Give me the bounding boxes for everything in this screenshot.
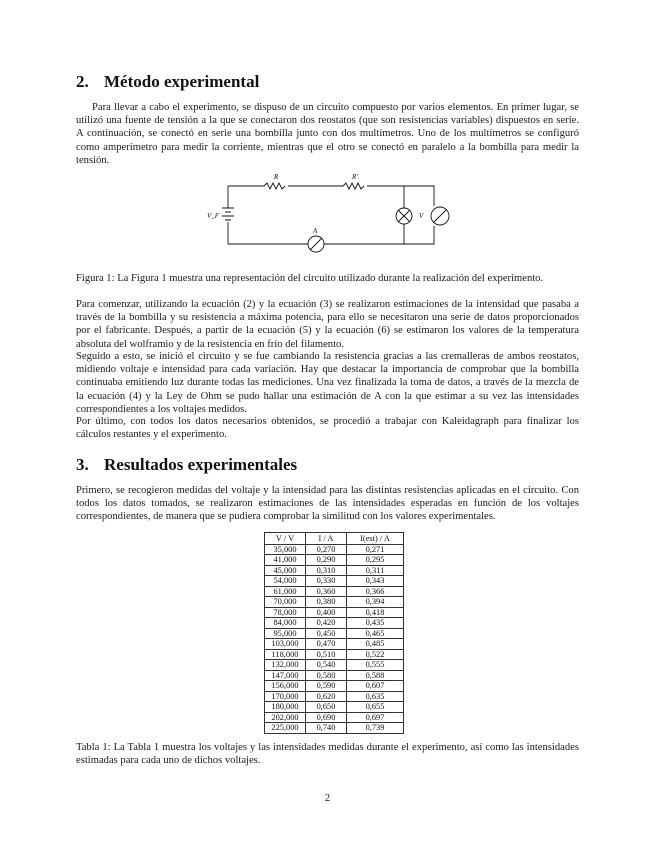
table-cell: 0,310 bbox=[306, 565, 347, 576]
table-cell: 84,000 bbox=[265, 618, 306, 629]
table-row bbox=[265, 565, 404, 576]
resistor-icon bbox=[343, 183, 364, 189]
table-row bbox=[265, 670, 404, 681]
column-header-voltage: V / V bbox=[265, 533, 306, 545]
method-paragraph: Para llevar a cabo el experimento, se dispuso de un circuito compuesto por varios elementos. En primer lugar, se utilizó una fuente de tensión a la que se conectaron dos reostatos (que son resistencias variables) dispuestos en serie. A continuación, se conectó en serie una bombilla junto con dos multímetros. Uno de los multímetros se configuró como amperímetro para medir la corriente, mientras que el otro se conectó en paralelo a la bombilla para medir la tensión. bbox=[76, 102, 579, 166]
column-header-current: I / A bbox=[306, 533, 347, 545]
table-cell: 103,000 bbox=[265, 639, 306, 650]
table-body bbox=[265, 544, 404, 733]
table-row bbox=[265, 586, 404, 597]
measurements-table bbox=[264, 532, 404, 734]
table-cell: 225,000 bbox=[265, 723, 306, 734]
table-row bbox=[265, 660, 404, 671]
table-cell: 0,485 bbox=[347, 639, 404, 650]
figure-1-caption: Figura 1: La Figura 1 muestra una representación del circuito utilizado durante la realización del experimento. bbox=[76, 273, 544, 284]
table-cell: 0,465 bbox=[347, 628, 404, 639]
table-cell: 0,650 bbox=[306, 702, 347, 713]
table-cell: 0,311 bbox=[347, 565, 404, 576]
table-row bbox=[265, 702, 404, 713]
table-cell: 0,635 bbox=[347, 691, 404, 702]
ammeter-label: A bbox=[313, 227, 318, 235]
table-cell: 35,000 bbox=[265, 544, 306, 555]
table-cell: 180,000 bbox=[265, 702, 306, 713]
resistor-r-prime-label: R' bbox=[352, 173, 358, 181]
results-paragraph: Primero, se recogieron medidas del voltaje y la intensidad para las distintas resistencias aplicadas en el circuito. Con todos los datos tomados, se realizaron estimaciones de las intensidades esperadas en función de los voltajes correspondientes, de manera que se pudiera comprobar la similitud con los valores experimentales. bbox=[76, 485, 579, 523]
table-row bbox=[265, 691, 404, 702]
section-2-title: Método experimental bbox=[104, 72, 260, 91]
table-cell: 0,522 bbox=[347, 649, 404, 660]
resistor-r-label: R bbox=[274, 173, 279, 181]
table-row bbox=[265, 723, 404, 734]
section-2-heading bbox=[76, 72, 259, 92]
resistor-icon bbox=[264, 183, 285, 189]
table-cell: 202,000 bbox=[265, 712, 306, 723]
table-cell: 0,620 bbox=[306, 691, 347, 702]
table-cell: 0,290 bbox=[306, 555, 347, 566]
table-cell: 45,000 bbox=[265, 565, 306, 576]
table-cell: 0,655 bbox=[347, 702, 404, 713]
table-1-caption: Tabla 1: La Tabla 1 muestra los voltajes y las intensidades medidas durante el experimento, así como las intensidades estimadas para cada uno de dichos voltajes. bbox=[76, 742, 579, 767]
table-row bbox=[265, 544, 404, 555]
table-cell: 0,418 bbox=[347, 607, 404, 618]
table-cell: 0,271 bbox=[347, 544, 404, 555]
table-row bbox=[265, 712, 404, 723]
battery-icon bbox=[222, 208, 234, 220]
table-cell: 0,380 bbox=[306, 597, 347, 608]
table-cell: 132,000 bbox=[265, 660, 306, 671]
table-cell: 147,000 bbox=[265, 670, 306, 681]
table-row bbox=[265, 649, 404, 660]
table-cell: 0,588 bbox=[347, 670, 404, 681]
table-cell: 0,420 bbox=[306, 618, 347, 629]
table-cell: 0,580 bbox=[306, 670, 347, 681]
table-cell: 118,000 bbox=[265, 649, 306, 660]
table-cell: 0,470 bbox=[306, 639, 347, 650]
body-paragraph-3: Por último, con todos los datos necesarios obtenidos, se procedió a trabajar con Kaleidagraph para finalizar los cálculos restantes y el experimento. bbox=[76, 416, 579, 441]
table-cell: 0,360 bbox=[306, 586, 347, 597]
table-cell: 0,366 bbox=[347, 586, 404, 597]
table-row bbox=[265, 576, 404, 587]
table-cell: 78,000 bbox=[265, 607, 306, 618]
table-row bbox=[265, 681, 404, 692]
table-cell: 61,000 bbox=[265, 586, 306, 597]
voltmeter-label: V bbox=[419, 212, 424, 220]
body-paragraph-1: Para comenzar, utilizando la ecuación (2) y la ecuación (3) se realizaron estimaciones de la intensidad que pasaba a través de la bombilla y su resistencia a máxima potencia, para ello se necesitaron una serie de datos proporcionados por el fabricante. Después, a partir de la ecuación (5) y la ecuación (6) se estimaron los valores de la temperatura absoluta del wolframio y de la resistencia en frío del filamento. bbox=[76, 299, 579, 350]
section-3-number: 3. bbox=[76, 455, 89, 474]
table-cell: 0,590 bbox=[306, 681, 347, 692]
table-cell: 0,450 bbox=[306, 628, 347, 639]
voltmeter-needle bbox=[434, 210, 446, 222]
table-cell: 0,343 bbox=[347, 576, 404, 587]
table-row bbox=[265, 607, 404, 618]
table-cell: 156,000 bbox=[265, 681, 306, 692]
table-cell: 0,540 bbox=[306, 660, 347, 671]
table-cell: 0,394 bbox=[347, 597, 404, 608]
column-header-estimated-current: I(est) / A bbox=[347, 533, 404, 545]
circuit-diagram bbox=[198, 172, 468, 254]
table-cell: 54,000 bbox=[265, 576, 306, 587]
table-cell: 0,270 bbox=[306, 544, 347, 555]
table-row bbox=[265, 555, 404, 566]
page-number: 2 bbox=[324, 793, 331, 804]
source-label: V_F bbox=[207, 212, 220, 220]
lamp-cross bbox=[399, 211, 410, 222]
body-paragraph-2: Seguido a esto, se inició el circuito y se fue cambiando la resistencia gracias a las cremalleras de ambos reostatos, midiendo voltaje e intensidad para cada variación. Hay que destacar la importancia de comprobar que la bombilla continuaba emitiendo luz durante todas las mediciones. Una vez finalizada la toma de datos, a través de la mezcla de la ecuación (4) y la Ley de Ohm se pudo hallar una estimación de A con la que estimar a su vez las intensidades correspondientes a los voltajes medidos. bbox=[76, 351, 579, 415]
table-cell: 0,295 bbox=[347, 555, 404, 566]
table-cell: 41,000 bbox=[265, 555, 306, 566]
table-cell: 0,400 bbox=[306, 607, 347, 618]
table-cell: 70,000 bbox=[265, 597, 306, 608]
table-cell: 0,330 bbox=[306, 576, 347, 587]
table-cell: 95,000 bbox=[265, 628, 306, 639]
table-row bbox=[265, 639, 404, 650]
table-row bbox=[265, 618, 404, 629]
section-3-title: Resultados experimentales bbox=[104, 455, 298, 474]
table-cell: 0,739 bbox=[347, 723, 404, 734]
table-header-row bbox=[265, 533, 404, 545]
table-cell: 0,555 bbox=[347, 660, 404, 671]
table-row bbox=[265, 628, 404, 639]
table-row bbox=[265, 597, 404, 608]
table-cell: 170,000 bbox=[265, 691, 306, 702]
table-cell: 0,690 bbox=[306, 712, 347, 723]
ammeter-needle bbox=[310, 238, 322, 250]
section-2-number: 2. bbox=[76, 72, 89, 91]
table-cell: 0,607 bbox=[347, 681, 404, 692]
table-cell: 0,740 bbox=[306, 723, 347, 734]
table-cell: 0,435 bbox=[347, 618, 404, 629]
table-cell: 0,510 bbox=[306, 649, 347, 660]
table-cell: 0,697 bbox=[347, 712, 404, 723]
section-3-heading bbox=[76, 455, 297, 475]
